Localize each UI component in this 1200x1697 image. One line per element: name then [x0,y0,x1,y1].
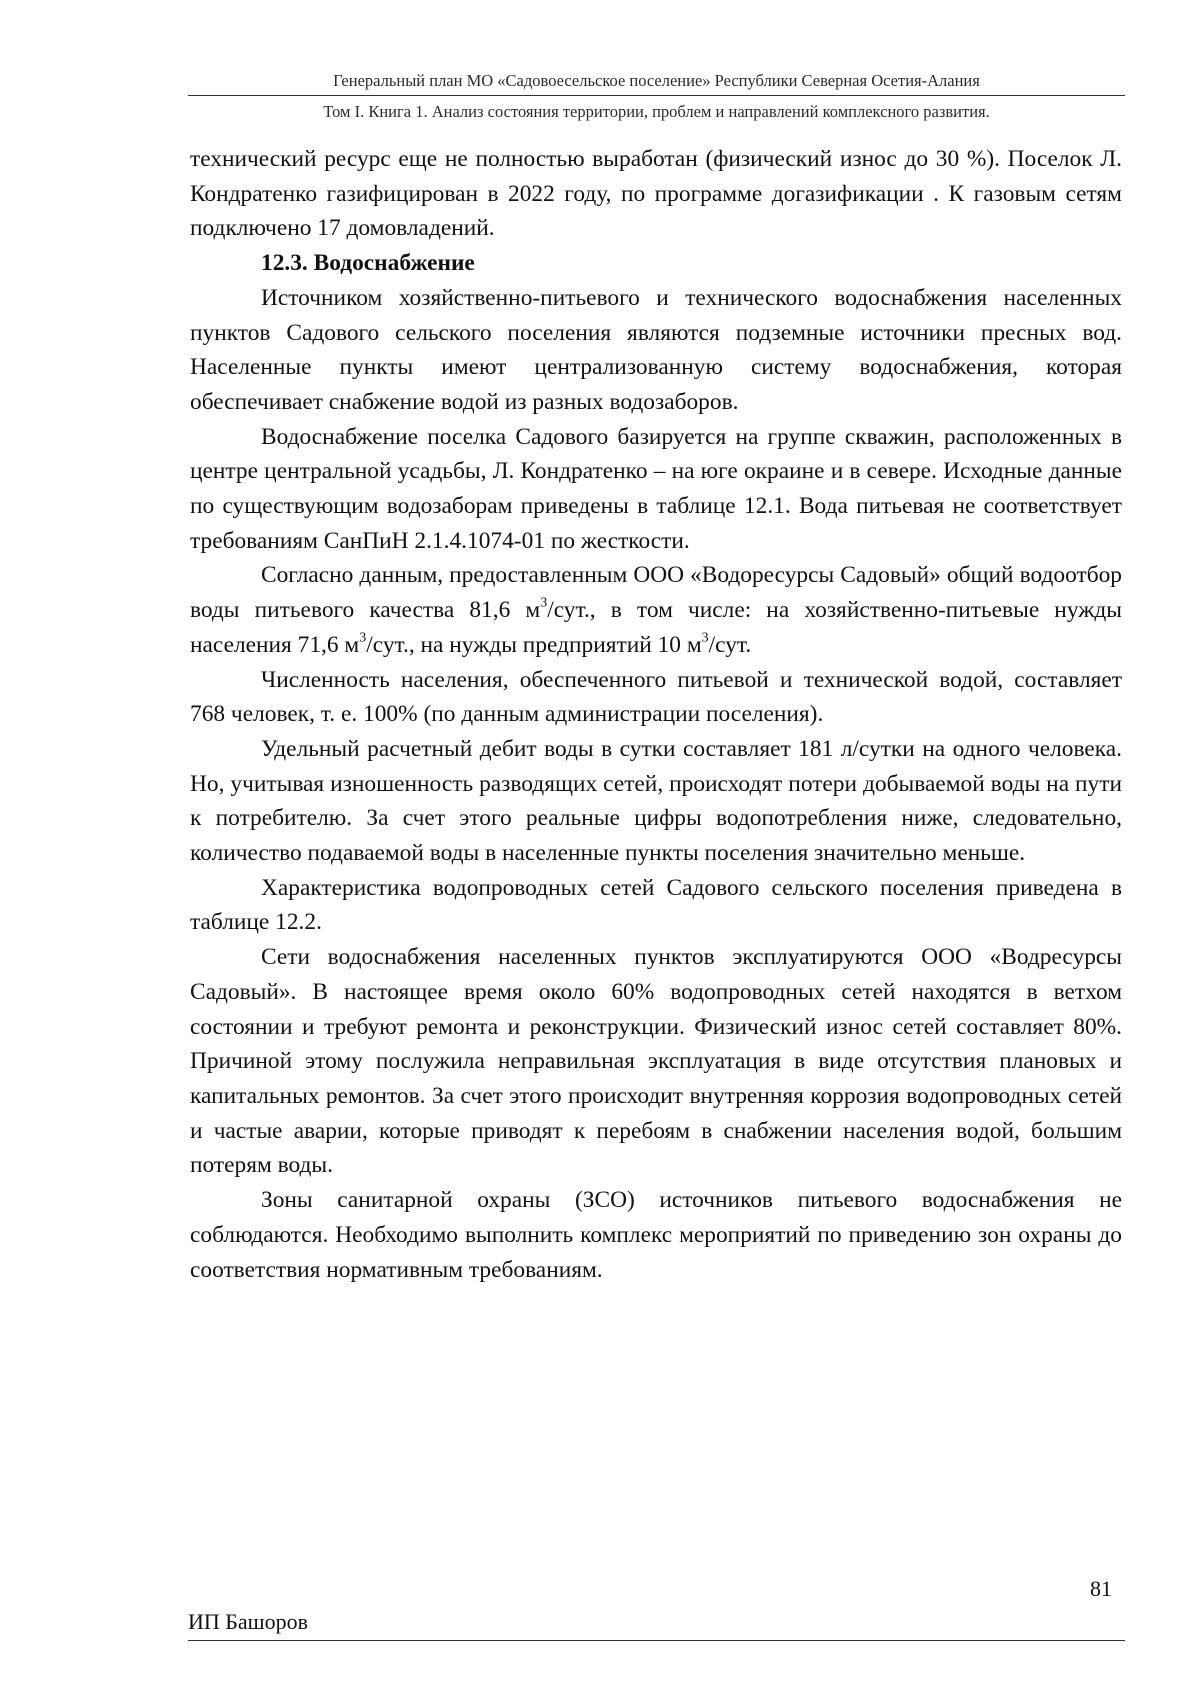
superscript-cubic: 3 [540,594,548,611]
paragraph-continuation: технический ресурс еще не полностью выработан (физический износ до 30 %). Поселок Л. Кондратенко газифицирован в 2022 году, по программе догазификации . К газовым сетям подключено 17 домовладений. [190,146,1122,242]
withdrawal-text-d: /сут. [708,631,752,658]
section-heading: 12.3. Водоснабжение [261,250,475,277]
paragraph-network-characteristics: Характеристика водопроводных сетей Садового сельского поселения приведена в таблице 12.2. [190,874,1122,936]
withdrawal-text-c: /сут., на нужды предприятий 10 м [366,631,702,658]
superscript-cubic: 3 [701,629,709,646]
withdrawal-text-a: Согласно данным, предоставленным ООО «Водоресурсы Садовый» общий водоотбор воды питьевого качества 81,6 м [190,562,1122,624]
withdrawal-text-b: /сут., в том числе: на хозяйственно-питьевые нужды населения 71,6 м [190,597,1122,658]
paragraph-sanitary-zones: Зоны санитарной охраны (ЗСО) источников питьевого водоснабжения не соблюдаются. Необходимо выполнить комплекс мероприятий по приведению зон охраны до соответствия нормативным требованиям. [190,1187,1122,1283]
paragraph-network-condition: Сети водоснабжения населенных пунктов эксплуатируются ООО «Водресурсы Садовый». В настоящее время около 60% водопроводных сетей находятся в ветхом состоянии и требуют ремонта и реконструкции. Физический износ сетей составляет 80%. Причиной этому послужила неправильная эксплуатация в виде отсутствия плановых и капитальных ремонтов. За счет этого происходит внутренняя коррозия водопроводных сетей и частые аварии, которые приводят к перебоям в снабжении населения водой, большим потерям воды. [190,944,1122,1179]
paragraph-population: Численность населения, обеспеченного питьевой и технической водой, составляет 768 человек, т. е. 100% (по данным администрации поселения). [190,666,1122,728]
page-footer [188,1608,1125,1641]
page-header [188,70,1125,123]
paragraph-specific-debit: Удельный расчетный дебит воды в сутки составляет 181 л/сутки на одного человека. Но, учитывая изношенность разводящих сетей, происходят потери добываемой воды на пути к потребителю. За счет этого реальные цифры водопотребления ниже, следовательно, количество подаваемой воды в населенные пункты поселения значительно меньше. [190,735,1122,867]
header-subtitle: Том I. Книга 1. Анализ состояния территории, проблем и направлений комплексного развития. [323,102,990,121]
paragraph-water-supply-base: Водоснабжение поселка Садового базируется на группе скважин, расположенных в центре центральной усадьбы, Л. Кондратенко – на юге окраине и в севере. Исходные данные по существующим водозаборам приведены в таблице 12.1. Вода питьевая не соответствует требованиям СанПиН 2.1.4.1074-01 по жесткости. [190,423,1122,554]
document-body [190,142,1122,1287]
header-title: Генеральный план МО «Садовоесельское поселение» Республики Северная Осетия-Алания [188,70,1125,96]
paragraph-water-sources: Источником хозяйственно-питьевого и технического водоснабжения населенных пунктов Садового сельского поселения являются подземные источники пресных вод. Населенные пункты имеют централизованную систему водоснабжения, которая обеспечивает снабжение водой из разных водозаборов. [190,284,1122,415]
page-number: 81 [1090,1576,1112,1601]
superscript-cubic: 3 [359,629,367,646]
footer-author: ИП Башоров [188,1609,309,1634]
paragraph-water-withdrawal [190,558,1122,662]
